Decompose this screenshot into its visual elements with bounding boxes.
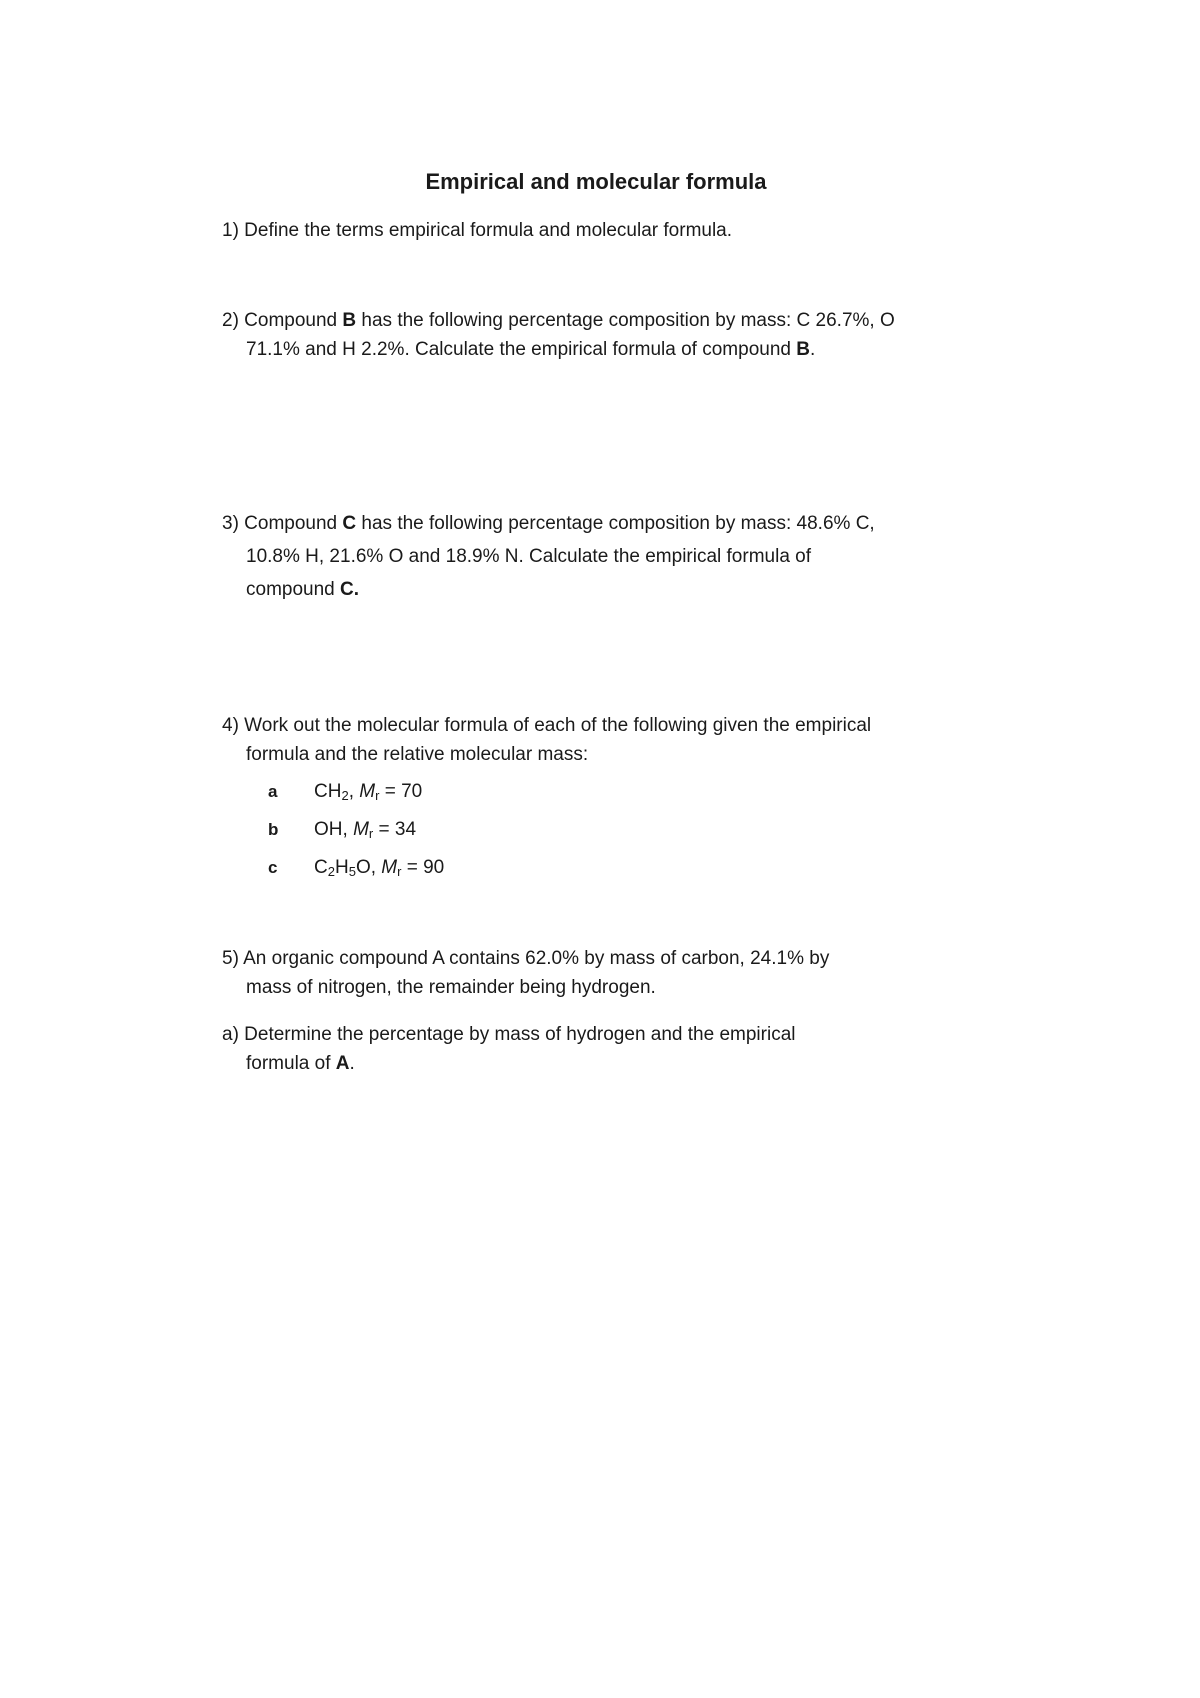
question-4-item-a	[268, 780, 422, 804]
question-3-line-1: 3) Compound C has the following percentage composition by mass: 48.6% C,	[222, 513, 875, 534]
compound-c-label: C	[342, 513, 357, 534]
question-4-line-2: formula and the relative molecular mass:	[246, 744, 589, 765]
question-1-text: 1) Define the terms empirical formula and molecular formula.	[222, 220, 733, 241]
question-3	[222, 507, 982, 606]
question-4-line-1: 4) Work out the molecular formula of each of the following given the empirical	[222, 715, 872, 736]
compound-b-label: B	[342, 310, 357, 331]
question-2	[222, 306, 982, 364]
question-4-item-b	[268, 818, 416, 842]
question-4	[222, 711, 982, 769]
compound-a-label: A	[335, 1053, 350, 1074]
item-formula: $CH_2$, $M_r = 70$	[314, 781, 423, 803]
question-5a	[222, 1020, 982, 1078]
compound-b-label: B	[796, 339, 810, 360]
question-2-line-1: 2) Compound B has the following percentage composition by mass: C 26.7%, O	[222, 310, 895, 331]
question-4-item-c	[268, 856, 444, 880]
question-3-line-2: 10.8% H, 21.6% O and 18.9% N. Calculate the empirical formula of	[246, 546, 812, 567]
question-1	[222, 216, 982, 245]
question-5a-line-1: a) Determine the percentage by mass of hydrogen and the empirical	[222, 1024, 796, 1045]
question-5-line-1: 5) An organic compound A contains 62.0% by mass of carbon, 24.1% by	[222, 948, 830, 969]
item-formula: $C_2H_5O$, $M_r = 90$	[314, 857, 445, 879]
page-title: Empirical and molecular formula	[425, 169, 767, 194]
item-letter: a	[268, 782, 278, 801]
question-2-line-2: 71.1% and H 2.2%. Calculate the empirical formula of compound B.	[246, 339, 816, 360]
item-letter: c	[268, 858, 278, 877]
question-5	[222, 944, 982, 1002]
question-5a-line-2: formula of A.	[246, 1053, 355, 1074]
compound-c-label: C.	[340, 579, 360, 600]
item-formula: OH, $M_r = 34$	[314, 819, 417, 841]
question-5-line-2: mass of nitrogen, the remainder being hydrogen.	[246, 977, 656, 998]
question-3-line-3: compound C.	[246, 579, 360, 600]
item-letter: b	[268, 820, 279, 839]
